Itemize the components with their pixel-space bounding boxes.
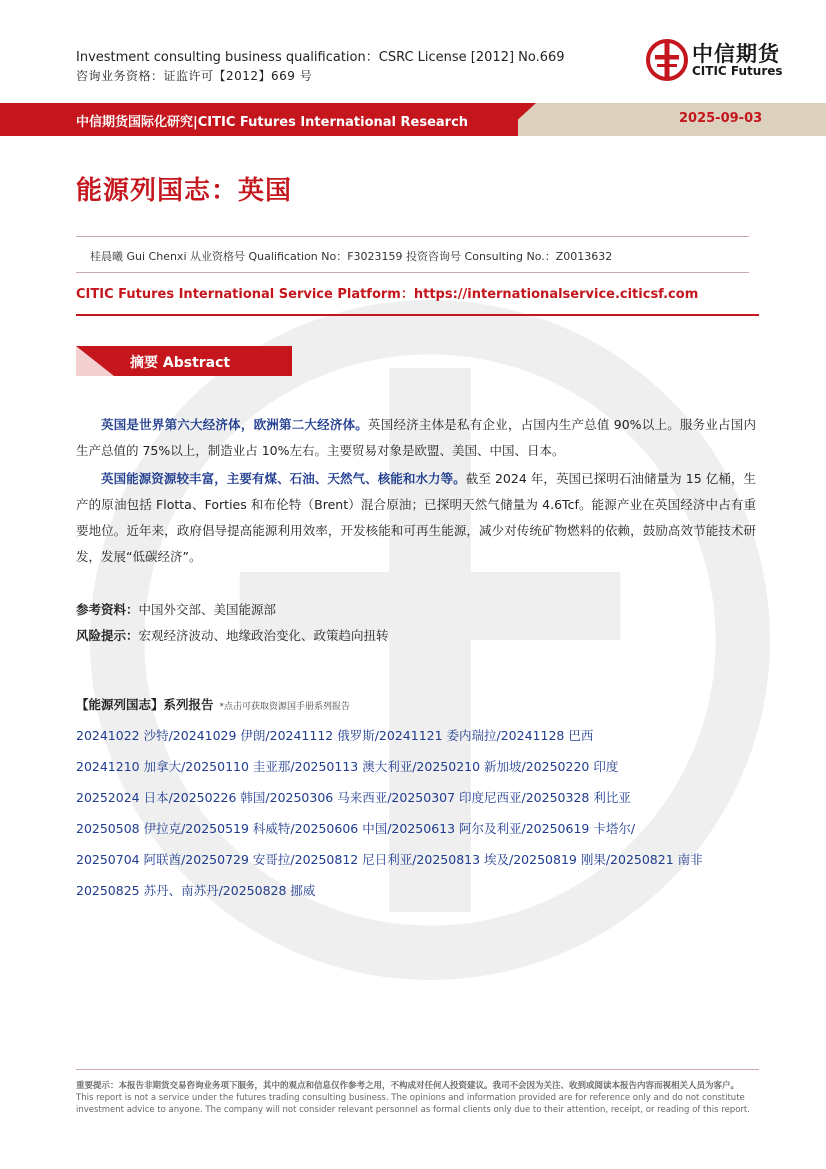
series-title-text: 【能源列国志】系列报告	[76, 697, 214, 712]
logo-text-cn: 中信期货	[692, 42, 780, 66]
series-link-line-1[interactable]: 20241022 沙特/20241029 伊朗/20241112 俄罗斯/20241121 委内瑞拉/20241128 巴西	[76, 728, 594, 743]
divider	[76, 236, 749, 237]
abstract-paragraph-2	[76, 466, 756, 570]
risk-label: 风险提示：	[76, 628, 139, 643]
abstract-label: 摘要 Abstract	[130, 355, 231, 371]
series-title	[76, 695, 350, 713]
series-link-line-6[interactable]: 20250825 苏丹、南苏丹/20250828 挪威	[76, 883, 316, 898]
series-link-line-3[interactable]: 20252024 日本/20250226 韩国/20250306 马来西亚/20250307 印度尼西亚/20250328 利比亚	[76, 790, 631, 805]
logo-text-en: CITIC Futures	[692, 64, 783, 78]
citic-logo-icon	[645, 38, 689, 82]
risk-warning	[76, 626, 389, 644]
series-link-line-2[interactable]: 20241210 加拿大/20250110 圭亚那/20250113 澳大利亚/20250210 新加坡/20250220 印度	[76, 759, 619, 774]
disclaimer-cn: 重要提示：本报告非期货交易咨询业务项下服务，其中的观点和信息仅作参考之用，不构成对任何人投资建议。我司不会因为关注、收到或阅读本报告内容而视相关人员为客户。	[76, 1081, 740, 1091]
abstract-p2-highlight: 英国能源资源较丰富，主要有煤、石油、天然气、核能和水力等。	[101, 471, 466, 486]
references	[76, 600, 276, 618]
footer-divider	[76, 1069, 759, 1070]
qualification-cn: 咨询业务资格：证监许可【2012】669 号	[76, 69, 313, 83]
author-line: 桂晨曦 Gui Chenxi 从业资格号 Qualification No：F3023159 投资咨询号 Consulting No.：Z0013632	[90, 250, 613, 263]
header-band-tan	[518, 103, 826, 136]
report-date: 2025-09-03	[679, 111, 763, 126]
abstract-paragraph-1	[76, 412, 756, 464]
header-band-title: 中信期货国际化研究|CITIC Futures International Research	[76, 115, 469, 130]
abstract-p1-highlight: 英国是世界第六大经济体，欧洲第二大经济体。	[101, 417, 369, 432]
references-value: 中国外交部、美国能源部	[138, 602, 277, 617]
abstract-p1-text: 英国经济主体是私有企业，占国内生产总值 90%以上。服务业占国内生产总值的 75%以上，制造业占 10%左右。主要贸易对象是欧盟、美国、中国、日本。	[76, 417, 756, 458]
divider-red	[76, 314, 759, 316]
disclaimer-en: This report is not a service under the futures trading consulting business. The opinions and information provided are for reference only and do not constitute investment advice to anyone. The company will not consider relevant personnel as formal clients only due to their attention, receipt, or reading of this report.	[76, 1093, 750, 1115]
risk-value: 宏观经济波动、地缘政治变化、政策趋向扭转	[138, 628, 389, 643]
series-link-line-5[interactable]: 20250704 阿联酋/20250729 安哥拉/20250812 尼日利亚/20250813 埃及/20250819 刚果/20250821 南非	[76, 852, 703, 867]
page-title: 能源列国志：英国	[76, 176, 293, 206]
qualification-en: Investment consulting business qualification：CSRC License [2012] No.669	[76, 50, 565, 65]
abstract-p2-text: 截至 2024 年，英国已探明石油储量为 15 亿桶，生产的原油包括 Flotta、Forties 和布伦特（Brent）混合原油；已探明天然气储量为 4.6Tcf。能源产业在英国经济中占有重要地位。近年来，政府倡导提高能源利用效率，开发核能和可再生能源，减少对传统矿物燃料的依赖，鼓励高效节能技术研发，发展“低碳经济”。	[76, 471, 756, 564]
platform-link[interactable]: CITIC Futures International Service Platform：https://internationalservice.citicsf.com	[76, 287, 699, 302]
header-band-slant	[500, 103, 536, 136]
series-link-line-4[interactable]: 20250508 伊拉克/20250519 科威特/20250606 中国/20250613 阿尔及利亚/20250619 卡塔尔/	[76, 821, 636, 836]
references-label: 参考资料：	[76, 602, 139, 617]
abstract-header-accent	[76, 346, 114, 376]
divider	[76, 272, 749, 273]
disclaimer	[76, 1080, 759, 1116]
series-note: *点击可获取资源国手册系列报告	[219, 702, 351, 712]
